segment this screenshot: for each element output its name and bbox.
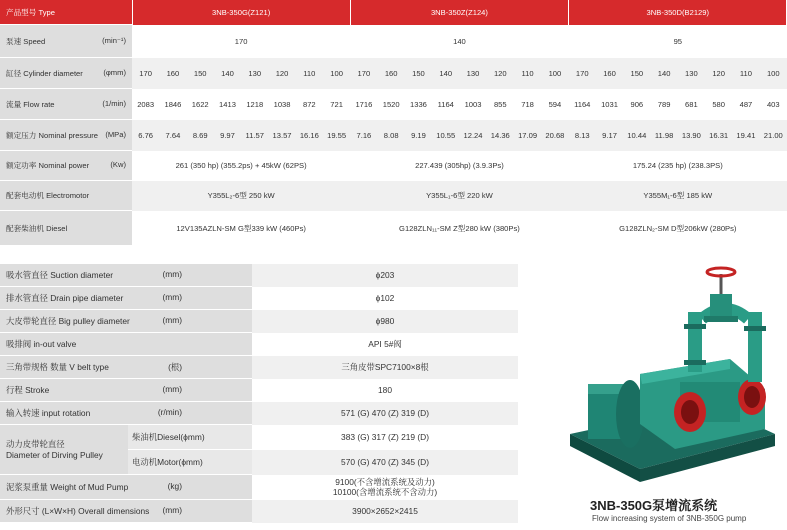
row-label: 额定压力 Nominal pressure (MPa) — [0, 120, 132, 151]
header-row — [0, 0, 787, 25]
flow-cell: 1164 — [569, 89, 596, 120]
pressure-cell: 9.17 — [596, 120, 623, 151]
cylinder-cell: 120 — [268, 58, 295, 89]
cylinder-cell: 160 — [159, 58, 186, 89]
cylinder-cell: 120 — [705, 58, 732, 89]
pulley-label: 动力皮带轮直径 Diameter of Dirving Pulley — [0, 425, 128, 475]
pressure-row — [0, 120, 787, 151]
pressure-cell: 16.16 — [296, 120, 323, 151]
flow-cell: 906 — [623, 89, 650, 120]
row-label: 配套柴油机 Diesel — [0, 211, 132, 246]
cylinder-cell: 120 — [487, 58, 514, 89]
row-label: 大皮带轮直径 Big pulley diameter (mm) — [0, 310, 252, 333]
cylinder-cell: 110 — [296, 58, 323, 89]
power-value: 175.24 (235 hp) (238.3PS) — [569, 151, 787, 181]
dimensions-row — [0, 500, 518, 523]
spec-value: 三角皮带SPC7100×8根 — [252, 356, 518, 379]
flow-row — [0, 89, 787, 120]
flow-cell: 872 — [296, 89, 323, 120]
pulley-diesel-value: 383 (G) 317 (Z) 219 (D) — [252, 425, 518, 450]
pressure-cell: 11.57 — [241, 120, 268, 151]
spec-value: ϕ203 — [252, 264, 518, 287]
speed-value: 170 — [132, 25, 350, 58]
flow-cell: 594 — [541, 89, 568, 120]
spec-row — [0, 264, 518, 287]
cylinder-row — [0, 58, 787, 89]
pressure-cell: 17.09 — [514, 120, 541, 151]
flow-cell: 1716 — [350, 89, 377, 120]
flow-cell: 1164 — [432, 89, 459, 120]
cylinder-cell: 100 — [323, 58, 350, 89]
row-label: 缸径 Cylinder diameter (φmm) — [0, 58, 132, 89]
cylinder-cell: 100 — [541, 58, 568, 89]
row-label: 配套电动机 Electromotor — [0, 181, 132, 211]
row-label: 行程 Stroke (mm) — [0, 379, 252, 402]
flow-cell: 1003 — [459, 89, 486, 120]
flow-cell: 580 — [705, 89, 732, 120]
electromotor-value: Y355L₂-6型 250 kW — [132, 181, 350, 211]
pressure-cell: 10.55 — [432, 120, 459, 151]
pressure-cell: 8.08 — [378, 120, 405, 151]
spec-row — [0, 379, 518, 402]
cylinder-cell: 140 — [214, 58, 241, 89]
flow-cell: 1846 — [159, 89, 186, 120]
cylinder-cell: 170 — [132, 58, 159, 89]
flow-cell: 718 — [514, 89, 541, 120]
speed-value: 140 — [350, 25, 568, 58]
cylinder-cell: 130 — [459, 58, 486, 89]
dimensions-value: 3900×2652×2415 — [252, 500, 518, 523]
pulley-diesel-label: 柴油机Diesel(ϕmm) — [128, 425, 252, 450]
pressure-cell: 8.13 — [569, 120, 596, 151]
spec-value: 180 — [252, 379, 518, 402]
row-label: 泥浆泵重量 Weight of Mud Pump (kg) — [0, 475, 252, 500]
electromotor-row — [0, 181, 787, 211]
cylinder-cell: 150 — [187, 58, 214, 89]
spec-row — [0, 402, 518, 425]
row-label: 泵速 Speed (min⁻¹) — [0, 25, 132, 58]
flow-cell: 487 — [732, 89, 759, 120]
pressure-cell: 21.00 — [760, 120, 787, 151]
spec-row — [0, 333, 518, 356]
cylinder-cell: 130 — [678, 58, 705, 89]
flow-cell: 2083 — [132, 89, 159, 120]
speed-row — [0, 25, 787, 58]
diesel-value: 12V135AZLN-SM G型339 kW (460Ps) — [132, 211, 350, 246]
flow-cell: 1622 — [187, 89, 214, 120]
pump-illustration — [560, 264, 780, 492]
type-header: 产品型号 Type — [0, 0, 132, 25]
flow-cell: 403 — [760, 89, 787, 120]
flow-cell: 855 — [487, 89, 514, 120]
weight-row — [0, 475, 518, 500]
flow-cell: 721 — [323, 89, 350, 120]
power-value: 227.439 (305hp) (3.9.3Ps) — [350, 151, 568, 181]
pressure-cell: 7.16 — [350, 120, 377, 151]
flow-cell: 1413 — [214, 89, 241, 120]
spec-value: API 5#阀 — [252, 333, 518, 356]
cylinder-cell: 110 — [514, 58, 541, 89]
pulley-row — [0, 425, 518, 450]
pressure-cell: 8.69 — [187, 120, 214, 151]
pressure-cell: 19.55 — [323, 120, 350, 151]
specification-table — [0, 0, 787, 246]
cylinder-cell: 140 — [650, 58, 677, 89]
pressure-cell: 19.41 — [732, 120, 759, 151]
pressure-cell: 13.90 — [678, 120, 705, 151]
flow-cell: 681 — [678, 89, 705, 120]
row-label: 额定功率 Nominal power (Kw) — [0, 151, 132, 181]
speed-value: 95 — [569, 25, 787, 58]
pressure-cell: 11.98 — [650, 120, 677, 151]
pressure-cell: 10.44 — [623, 120, 650, 151]
pressure-cell: 13.57 — [268, 120, 295, 151]
flow-cell: 1336 — [405, 89, 432, 120]
power-row — [0, 151, 787, 181]
electromotor-value: Y355M₁-6型 185 kW — [569, 181, 787, 211]
cylinder-cell: 130 — [241, 58, 268, 89]
row-label: 吸排阀 in-out valve — [0, 333, 252, 356]
weight-value: 9100(不含增流系统及动力) 10100(含增流系统不含动力) — [252, 475, 518, 500]
row-label: 三角带规格 数量 V belt type (根) — [0, 356, 252, 379]
cylinder-cell: 170 — [350, 58, 377, 89]
diesel-value: G128ZLN₁₁-SM Z型280 kW (380Ps) — [350, 211, 568, 246]
flow-cell: 1218 — [241, 89, 268, 120]
flow-cell: 789 — [650, 89, 677, 120]
power-value: 261 (350 hp) (355.2ps) + 45kW (62PS) — [132, 151, 350, 181]
spec-row — [0, 287, 518, 310]
caption-subtitle: Flow increasing system of 3NB-350G pump — [592, 514, 747, 523]
pressure-cell: 6.76 — [132, 120, 159, 151]
spec-row — [0, 356, 518, 379]
cylinder-cell: 170 — [569, 58, 596, 89]
spec-value: ϕ102 — [252, 287, 518, 310]
spec-row — [0, 310, 518, 333]
pressure-cell: 14.36 — [487, 120, 514, 151]
flow-cell: 1038 — [268, 89, 295, 120]
model-header: 3NB-350G(Z121) — [132, 0, 350, 25]
row-label: 吸水管直径 Suction diameter (mm) — [0, 264, 252, 287]
caption-title: 3NB-350G泵增流系统 — [590, 498, 718, 513]
pulley-motor-label: 电动机Motor(ϕmm) — [128, 450, 252, 475]
flow-cell: 1031 — [596, 89, 623, 120]
cylinder-cell: 160 — [378, 58, 405, 89]
cylinder-cell: 100 — [760, 58, 787, 89]
row-label: 排水管直径 Drain pipe diameter (mm) — [0, 287, 252, 310]
cylinder-cell: 110 — [732, 58, 759, 89]
pressure-cell: 20.68 — [541, 120, 568, 151]
spec-value: ϕ980 — [252, 310, 518, 333]
model-header: 3NB-350D(B2129) — [569, 0, 787, 25]
pressure-cell: 9.19 — [405, 120, 432, 151]
row-label: 输入转速 input rotation (r/min) — [0, 402, 252, 425]
pulley-motor-value: 570 (G) 470 (Z) 345 (D) — [252, 450, 518, 475]
pressure-cell: 16.31 — [705, 120, 732, 151]
model-header: 3NB-350Z(Z124) — [350, 0, 568, 25]
flow-cell: 1520 — [378, 89, 405, 120]
cylinder-cell: 160 — [596, 58, 623, 89]
pressure-cell: 7.64 — [159, 120, 186, 151]
pressure-cell: 9.97 — [214, 120, 241, 151]
diesel-value: G128ZLN₂-SM D型206kW (280Ps) — [569, 211, 787, 246]
diesel-row — [0, 211, 787, 246]
pressure-cell: 12.24 — [459, 120, 486, 151]
electromotor-value: Y355L₁-6型 220 kW — [350, 181, 568, 211]
cylinder-cell: 140 — [432, 58, 459, 89]
row-label: 外形尺寸 (L×W×H) Overall dimensions (mm) — [0, 500, 252, 523]
cylinder-cell: 150 — [405, 58, 432, 89]
cylinder-cell: 150 — [623, 58, 650, 89]
dimensions-table — [0, 264, 518, 523]
row-label: 流量 Flow rate (1/min) — [0, 89, 132, 120]
spec-value: 571 (G) 470 (Z) 319 (D) — [252, 402, 518, 425]
